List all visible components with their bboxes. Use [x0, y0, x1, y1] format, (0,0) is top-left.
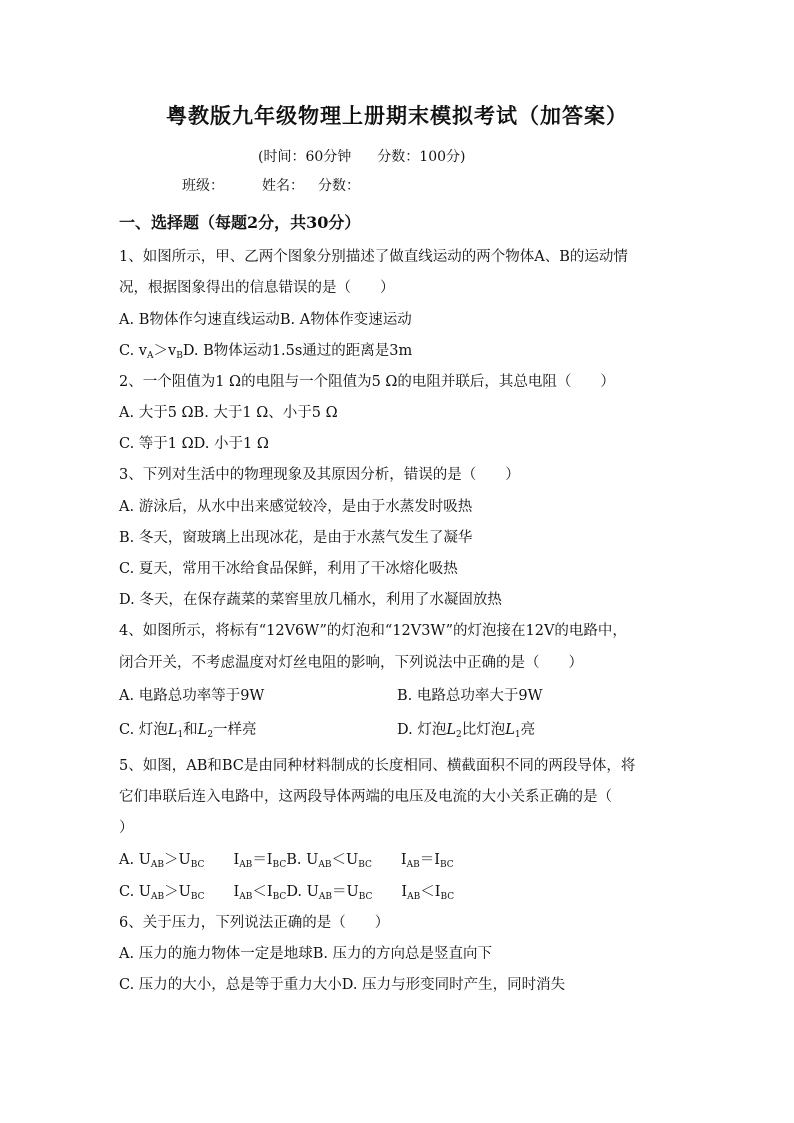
q1-options-cd: C. $v_A>v_BD$. B物体运动1.5s通过的距离是3m — [119, 343, 413, 361]
q4-option-d: D. 灯泡$L_2$比灯泡$L_1$亮 — [397, 722, 536, 740]
section-heading: 一、选择题（每题2分，共30分） — [119, 213, 361, 232]
class-label: 班级： — [182, 178, 224, 194]
q3-option-d: D. 冬天，在保存蔬菜的菜窖里放几桶水，利用了水凝固放热 — [119, 592, 502, 608]
q3-option-a: A. 游泳后，从水中出来感觉较冷，是由于水蒸发时吸热 — [119, 499, 473, 515]
q4-option-b: B. 电路总功率大于9W — [397, 688, 543, 704]
q5-options-ab: A. $U_{AB}>U_{BC}$ $I_{AB}=I_{BC}B$. $U_{AB}<U_{BC}$ $I_{AB}=I_{BC}$ — [119, 852, 454, 870]
q5-options-cd: C. $U_{AB}>U_{BC}$ $I_{AB}<I_{BC}D$. $U_{AB}=U_{BC}$ $I_{AB}<I_{BC}$ — [119, 884, 455, 902]
q2-options-cd: C. 等于1 ΩD. 小于1 Ω — [119, 436, 269, 452]
q3-option-c: C. 夏天，常用干冰给食品保鲜，利用了干冰熔化吸热 — [119, 561, 458, 577]
q1-stem-line2: 况，根据图象得出的信息错误的是（ ） — [119, 280, 395, 296]
total-score: 分数：100分) — [377, 149, 466, 165]
q4-stem-line2: 闭合开关，不考虑温度对灯丝电阻的影响，下列说法中正确的是（ ） — [119, 655, 583, 671]
q3-stem: 3、下列对生活中的物理现象及其原因分析，错误的是（ ） — [119, 467, 520, 483]
q2-options-ab: A. 大于5 ΩB. 大于1 Ω、小于5 Ω — [119, 405, 338, 421]
q5-stem-line1: 5、如图，AB和BC是由同种材料制成的长度相同、横截面积不同的两段导体，将 — [119, 758, 636, 774]
q4-option-a: A. 电路总功率等于9W — [119, 688, 265, 704]
q3-option-b: B. 冬天，窗玻璃上出现冰花，是由于水蒸气发生了凝华 — [119, 530, 473, 546]
q6-options-cd: C. 压力的大小，总是等于重力大小D. 压力与形变同时产生，同时消失 — [119, 977, 566, 993]
time-limit: (时间：60分钟 — [258, 149, 352, 165]
score-label: 分数： — [318, 178, 360, 194]
q2-stem: 2、一个阻值为1 Ω的电阻与一个阻值为5 Ω的电阻并联后，其总电阻（ ） — [119, 374, 615, 390]
name-label: 姓名： — [262, 178, 304, 194]
q5-stem-line3: ） — [119, 820, 134, 836]
q6-stem: 6、关于压力，下列说法正确的是（ ） — [119, 915, 390, 931]
page-title: 粤教版九年级物理上册期末模拟考试（加答案） — [166, 103, 628, 128]
q4-stem-line1: 4、如图所示，将标有“12V6W”的灯泡和“12V3W”的灯泡接在12V的电路中， — [119, 623, 627, 639]
q5-stem-line2: 它们串联后连入电路中，这两段导体两端的电压及电流的大小关系正确的是（ — [119, 789, 612, 805]
student-info — [182, 175, 360, 195]
q4-option-c: C. 灯泡$L_1$和$L_2$一样亮 — [119, 722, 257, 740]
q1-stem-line1: 1、如图所示，甲、乙两个图象分别描述了做直线运动的两个物体A、B的运动情 — [119, 249, 628, 265]
q6-options-ab: A. 压力的施力物体一定是地球B. 压力的方向总是竖直向下 — [119, 946, 493, 962]
q1-options-ab: A. B物体作匀速直线运动B. A物体作变速运动 — [119, 312, 412, 328]
exam-meta — [258, 146, 465, 166]
